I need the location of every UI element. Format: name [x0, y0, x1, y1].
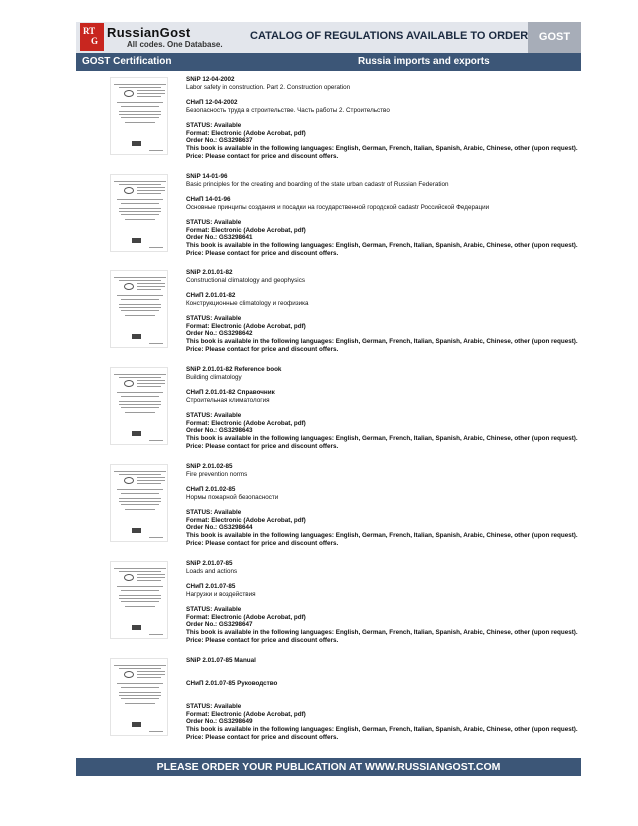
thumbnail-text-line	[114, 568, 166, 569]
format-line: Format: Electronic (Adobe Acrobat, pdf)	[186, 322, 306, 330]
order-number: Order No.: GS3298647	[186, 621, 253, 629]
format-line: Format: Electronic (Adobe Acrobat, pdf)	[186, 129, 306, 137]
publisher-mark-icon	[132, 625, 141, 630]
thumbnail-text-line	[121, 698, 159, 699]
languages-line: This book is available in the following languages: English, German, French, Italian, Spanish, Arabic, Chinese, other (upon request).	[186, 629, 578, 637]
document-thumbnail[interactable]	[110, 174, 168, 252]
thumbnail-text-line	[121, 504, 159, 505]
languages-line: This book is available in the following languages: English, German, French, Italian, Spanish, Arabic, Chinese, other (upon request).	[186, 726, 578, 734]
entry-details	[186, 173, 581, 258]
status-line: STATUS: Available	[186, 411, 242, 419]
thumbnail-text-line	[137, 671, 165, 672]
emblem-icon	[124, 671, 134, 678]
thumbnail-text-line	[117, 489, 163, 490]
status-line: STATUS: Available	[186, 314, 242, 322]
logo-mark-bottom: G	[91, 36, 99, 46]
thumbnail-text-line	[119, 307, 161, 308]
thumbnail-text-line	[114, 665, 166, 666]
thumbnail-text-line	[119, 211, 161, 212]
price-line: Price: Please contact for price and discount offers.	[186, 637, 339, 645]
thumbnail-text-line	[121, 106, 159, 107]
thumbnail-text-line	[119, 377, 161, 378]
spacer	[186, 382, 581, 389]
languages-line: This book is available in the following languages: English, German, French, Italian, Spanish, Arabic, Chinese, other (upon request).	[186, 242, 578, 250]
thumbnail-text-line	[119, 401, 161, 402]
thumbnail-text-line	[119, 598, 161, 599]
thumbnail-text-line	[119, 87, 161, 88]
gost-badge: GOST	[528, 22, 581, 53]
thumbnail-text-line	[137, 386, 161, 387]
order-number: Order No.: GS3298643	[186, 427, 253, 435]
thumbnail-text-line	[119, 208, 161, 209]
code-en: SNiP 2.01.01-82 Reference book	[186, 366, 282, 373]
title-en: Basic principles for the creating and boarding of the state urban cadastr of Russian Federation	[186, 180, 449, 188]
entry-details	[186, 560, 581, 645]
code-en: SNiP 2.01.02-85	[186, 463, 233, 470]
status-line: STATUS: Available	[186, 121, 242, 129]
thumbnail-text-line	[117, 199, 163, 200]
thumbnail-text-line	[119, 304, 161, 305]
russiangost-logo[interactable]	[80, 20, 223, 54]
emblem-icon	[124, 283, 134, 290]
thumbnail-text-line	[121, 117, 159, 118]
thumbnail-text-line	[117, 295, 163, 296]
document-thumbnail[interactable]	[110, 561, 168, 639]
thumbnail-text-line	[137, 483, 161, 484]
title-ru: Основные принципы создания и посадки на государственной городской cadastr Российской Федерации	[186, 203, 490, 211]
status-line: STATUS: Available	[186, 702, 242, 710]
thumbnail-text-line	[125, 412, 155, 413]
entry-details	[186, 76, 581, 161]
thumbnail-text-line	[125, 509, 155, 510]
code-ru: СНиП 2.01.07-85 Руководство	[186, 679, 278, 687]
catalog-entry	[76, 364, 581, 458]
title-ru: Конструкционные climatology и геофизика	[186, 299, 309, 307]
price-line: Price: Please contact for price and discount offers.	[186, 443, 339, 451]
price-line: Price: Please contact for price and discount offers.	[186, 734, 339, 742]
thumbnail-text-line	[121, 601, 159, 602]
thumbnail-text-line	[125, 315, 155, 316]
thumbnail-text-line	[119, 571, 161, 572]
thumbnail-text-line	[125, 703, 155, 704]
spacer	[186, 599, 581, 606]
thumbnail-text-line	[117, 586, 163, 587]
document-thumbnail[interactable]	[110, 464, 168, 542]
thumbnail-text-line	[137, 580, 161, 581]
thumbnail-text-line	[121, 310, 159, 311]
entry-details	[186, 463, 581, 548]
title-ru: Безопасность труда в строительстве. Часть работы 2. Строительство	[186, 106, 390, 114]
status-line: STATUS: Available	[186, 508, 242, 516]
spacer	[186, 502, 581, 509]
code-ru: СНиП 2.01.01-82	[186, 291, 236, 299]
thumbnail-text-line	[149, 634, 163, 635]
publisher-mark-icon	[132, 722, 141, 727]
thumbnail-text-line	[149, 731, 163, 732]
catalog-entry	[76, 655, 581, 749]
spacer	[186, 479, 581, 486]
thumbnail-text-line	[137, 677, 161, 678]
title-en: Constructional climatology and geophysics	[186, 276, 306, 284]
format-line: Format: Electronic (Adobe Acrobat, pdf)	[186, 710, 306, 718]
order-number: Order No.: GS3298649	[186, 718, 253, 726]
catalog-entry	[76, 558, 581, 652]
thumbnail-text-line	[121, 214, 159, 215]
thumbnail-text-line	[137, 283, 165, 284]
order-footer-link[interactable]: PLEASE ORDER YOUR PUBLICATION AT WWW.RUSSIANGOST.COM	[76, 758, 581, 776]
thumbnail-text-line	[137, 674, 165, 675]
spacer	[186, 576, 581, 583]
spacer	[186, 405, 581, 412]
code-ru: СНиП 2.01.07-85	[186, 582, 236, 590]
spacer	[186, 92, 581, 99]
thumbnail-text-line	[119, 692, 161, 693]
code-en: SNiP 12-04-2002	[186, 76, 235, 83]
format-line: Format: Electronic (Adobe Acrobat, pdf)	[186, 419, 306, 427]
thumbnail-text-line	[119, 404, 161, 405]
thumbnail-text-line	[121, 396, 159, 397]
format-line: Format: Electronic (Adobe Acrobat, pdf)	[186, 226, 306, 234]
logo-name: RussianGost	[107, 25, 191, 40]
catalog-title: CATALOG OF REGULATIONS AVAILABLE TO ORDER	[250, 30, 529, 42]
thumbnail-text-line	[119, 474, 161, 475]
title-en: Loads and actions	[186, 567, 238, 575]
order-number: Order No.: GS3298641	[186, 234, 253, 242]
thumbnail-text-line	[137, 380, 165, 381]
thumbnail-text-line	[137, 190, 165, 191]
format-line: Format: Electronic (Adobe Acrobat, pdf)	[186, 613, 306, 621]
thumbnail-text-line	[137, 193, 161, 194]
thumbnail-text-line	[121, 299, 159, 300]
thumbnail-text-line	[119, 184, 161, 185]
publisher-mark-icon	[132, 334, 141, 339]
publisher-mark-icon	[132, 238, 141, 243]
section-bar	[76, 53, 581, 71]
logo-mark-top: RT	[83, 26, 96, 36]
title-ru: Нагрузки и воздействия	[186, 590, 256, 598]
document-thumbnail[interactable]	[110, 658, 168, 736]
thumbnail-text-line	[149, 247, 163, 248]
catalog-entry	[76, 267, 581, 361]
publisher-mark-icon	[132, 528, 141, 533]
languages-line: This book is available in the following languages: English, German, French, Italian, Spanish, Arabic, Chinese, other (upon request).	[186, 338, 578, 346]
order-number: Order No.: GS3298637	[186, 137, 253, 145]
title-ru	[186, 688, 581, 696]
logo-mark-icon	[80, 23, 104, 51]
entry-details	[186, 269, 581, 354]
thumbnail-text-line	[137, 577, 165, 578]
spacer	[186, 285, 581, 292]
order-number: Order No.: GS3298642	[186, 330, 253, 338]
languages-line: This book is available in the following languages: English, German, French, Italian, Spanish, Arabic, Chinese, other (upon request).	[186, 145, 578, 153]
format-line: Format: Electronic (Adobe Acrobat, pdf)	[186, 516, 306, 524]
logo-text	[107, 25, 223, 49]
logo-tagline: All codes. One Database.	[127, 40, 223, 49]
thumbnail-text-line	[149, 440, 163, 441]
spacer	[186, 673, 581, 680]
imports-exports-label: Russia imports and exports	[358, 56, 490, 67]
catalog-entry	[76, 171, 581, 265]
title-en: Building climatology	[186, 373, 242, 381]
thumbnail-text-line	[149, 343, 163, 344]
catalog-entry	[76, 461, 581, 555]
thumbnail-text-line	[119, 280, 161, 281]
emblem-icon	[124, 380, 134, 387]
publisher-mark-icon	[132, 431, 141, 436]
thumbnail-text-line	[149, 150, 163, 151]
languages-line: This book is available in the following languages: English, German, French, Italian, Spanish, Arabic, Chinese, other (upon request).	[186, 435, 578, 443]
document-thumbnail[interactable]	[110, 77, 168, 155]
thumbnail-text-line	[137, 477, 165, 478]
title-en: Labor safety in construction. Part 2. Construction operation	[186, 83, 351, 91]
document-thumbnail[interactable]	[110, 367, 168, 445]
price-line: Price: Please contact for price and discount offers.	[186, 250, 339, 258]
thumbnail-text-line	[121, 203, 159, 204]
title-en	[186, 665, 581, 673]
code-ru: СНиП 12-04-2002	[186, 98, 238, 106]
thumbnail-text-line	[119, 595, 161, 596]
document-thumbnail[interactable]	[110, 270, 168, 348]
price-line: Price: Please contact for price and discount offers.	[186, 540, 339, 548]
thumbnail-text-line	[137, 90, 165, 91]
thumbnail-text-line	[125, 219, 155, 220]
emblem-icon	[124, 574, 134, 581]
thumbnail-text-line	[119, 668, 161, 669]
gost-certification-label: GOST Certification	[82, 56, 172, 67]
thumbnail-text-line	[114, 84, 166, 85]
spacer	[186, 115, 581, 122]
thumbnail-text-line	[121, 407, 159, 408]
price-line: Price: Please contact for price and discount offers.	[186, 153, 339, 161]
spacer	[186, 212, 581, 219]
thumbnail-text-line	[119, 498, 161, 499]
thumbnail-text-line	[117, 102, 163, 103]
thumbnail-text-line	[119, 501, 161, 502]
languages-line: This book is available in the following languages: English, German, French, Italian, Spanish, Arabic, Chinese, other (upon request).	[186, 532, 578, 540]
title-en: Fire prevention norms	[186, 470, 248, 478]
thumbnail-text-line	[125, 122, 155, 123]
spacer	[186, 696, 581, 703]
title-ru: Строительная климатология	[186, 396, 270, 404]
thumbnail-text-line	[114, 374, 166, 375]
thumbnail-text-line	[117, 392, 163, 393]
code-en: SNiP 2.01.07-85	[186, 560, 233, 567]
thumbnail-text-line	[121, 590, 159, 591]
emblem-icon	[124, 90, 134, 97]
thumbnail-text-line	[137, 93, 165, 94]
thumbnail-text-line	[119, 114, 161, 115]
publisher-mark-icon	[132, 141, 141, 146]
spacer	[186, 308, 581, 315]
thumbnail-text-line	[137, 96, 161, 97]
entry-details	[186, 657, 581, 742]
title-ru: Нормы пожарной безопасности	[186, 493, 279, 501]
status-line: STATUS: Available	[186, 218, 242, 226]
thumbnail-text-line	[121, 493, 159, 494]
thumbnail-text-line	[137, 289, 161, 290]
code-ru: СНиП 14-01-96	[186, 195, 231, 203]
price-line: Price: Please contact for price and discount offers.	[186, 346, 339, 354]
thumbnail-text-line	[114, 277, 166, 278]
catalog-entry	[76, 74, 581, 168]
emblem-icon	[124, 477, 134, 484]
code-en: SNiP 14-01-96	[186, 173, 228, 180]
code-en: SNiP 2.01.01-82	[186, 269, 233, 276]
thumbnail-text-line	[137, 574, 165, 575]
thumbnail-text-line	[137, 480, 165, 481]
thumbnail-text-line	[117, 683, 163, 684]
thumbnail-text-line	[137, 383, 165, 384]
code-en: SNiP 2.01.07-85 Manual	[186, 657, 256, 664]
thumbnail-text-line	[149, 537, 163, 538]
thumbnail-text-line	[137, 286, 165, 287]
thumbnail-text-line	[137, 187, 165, 188]
entry-details	[186, 366, 581, 451]
thumbnail-text-line	[119, 695, 161, 696]
emblem-icon	[124, 187, 134, 194]
status-line: STATUS: Available	[186, 605, 242, 613]
spacer	[186, 189, 581, 196]
order-number: Order No.: GS3298644	[186, 524, 253, 532]
code-ru: СНиП 2.01.01-82 Справочник	[186, 388, 275, 396]
thumbnail-text-line	[114, 471, 166, 472]
thumbnail-text-line	[119, 111, 161, 112]
thumbnail-text-line	[121, 687, 159, 688]
thumbnail-text-line	[125, 606, 155, 607]
code-ru: СНиП 2.01.02-85	[186, 485, 236, 493]
thumbnail-text-line	[114, 181, 166, 182]
